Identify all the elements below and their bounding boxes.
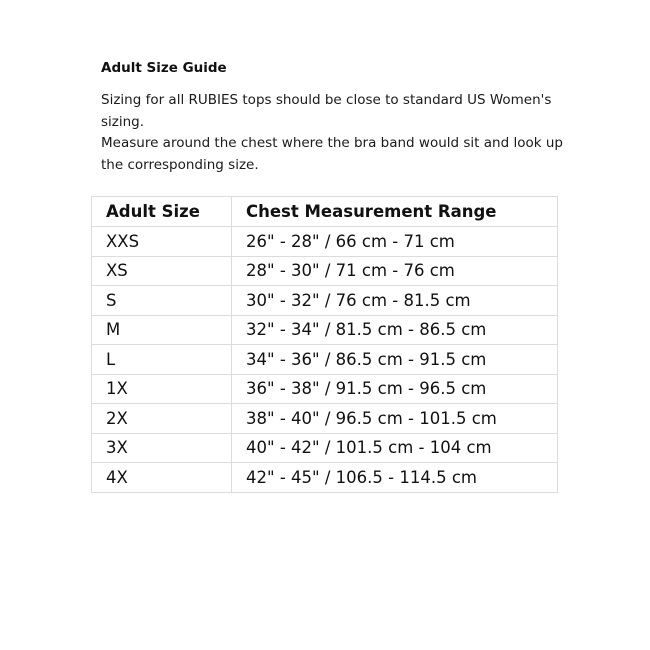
size-cell: 3X — [92, 433, 232, 463]
header-adult-size: Adult Size — [92, 197, 232, 227]
range-cell: 36" - 38" / 91.5 cm - 96.5 cm — [232, 374, 558, 404]
range-cell: 28" - 30" / 71 cm - 76 cm — [232, 256, 558, 286]
size-cell: S — [92, 286, 232, 316]
table-row — [92, 463, 558, 493]
size-guide — [101, 58, 571, 176]
table-row — [92, 404, 558, 434]
measure-instructions: Measure around the chest where the bra band would sit and look up the corresponding size. — [101, 135, 563, 173]
header-chest-range: Chest Measurement Range — [232, 197, 558, 227]
range-cell: 30" - 32" / 76 cm - 81.5 cm — [232, 286, 558, 316]
size-table — [91, 196, 558, 493]
table-row — [92, 374, 558, 404]
range-cell: 38" - 40" / 96.5 cm - 101.5 cm — [232, 404, 558, 434]
table-header-row — [92, 197, 558, 227]
range-cell: 42" - 45" / 106.5 - 114.5 cm — [232, 463, 558, 493]
table-row — [92, 227, 558, 257]
size-cell: 2X — [92, 404, 232, 434]
range-cell: 26" - 28" / 66 cm - 71 cm — [232, 227, 558, 257]
sizing-note: Sizing for all RUBIES tops should be close to standard US Women's sizing. — [101, 92, 552, 130]
size-cell: 1X — [92, 374, 232, 404]
range-cell: 40" - 42" / 101.5 cm - 104 cm — [232, 433, 558, 463]
page-title: Adult Size Guide — [101, 60, 227, 76]
table-row — [92, 433, 558, 463]
size-cell: M — [92, 315, 232, 345]
size-cell: L — [92, 345, 232, 375]
size-cell: XXS — [92, 227, 232, 257]
table-row — [92, 345, 558, 375]
table-row — [92, 256, 558, 286]
size-cell: XS — [92, 256, 232, 286]
table-row — [92, 286, 558, 316]
range-cell: 32" - 34" / 81.5 cm - 86.5 cm — [232, 315, 558, 345]
range-cell: 34" - 36" / 86.5 cm - 91.5 cm — [232, 345, 558, 375]
size-cell: 4X — [92, 463, 232, 493]
table-row — [92, 315, 558, 345]
